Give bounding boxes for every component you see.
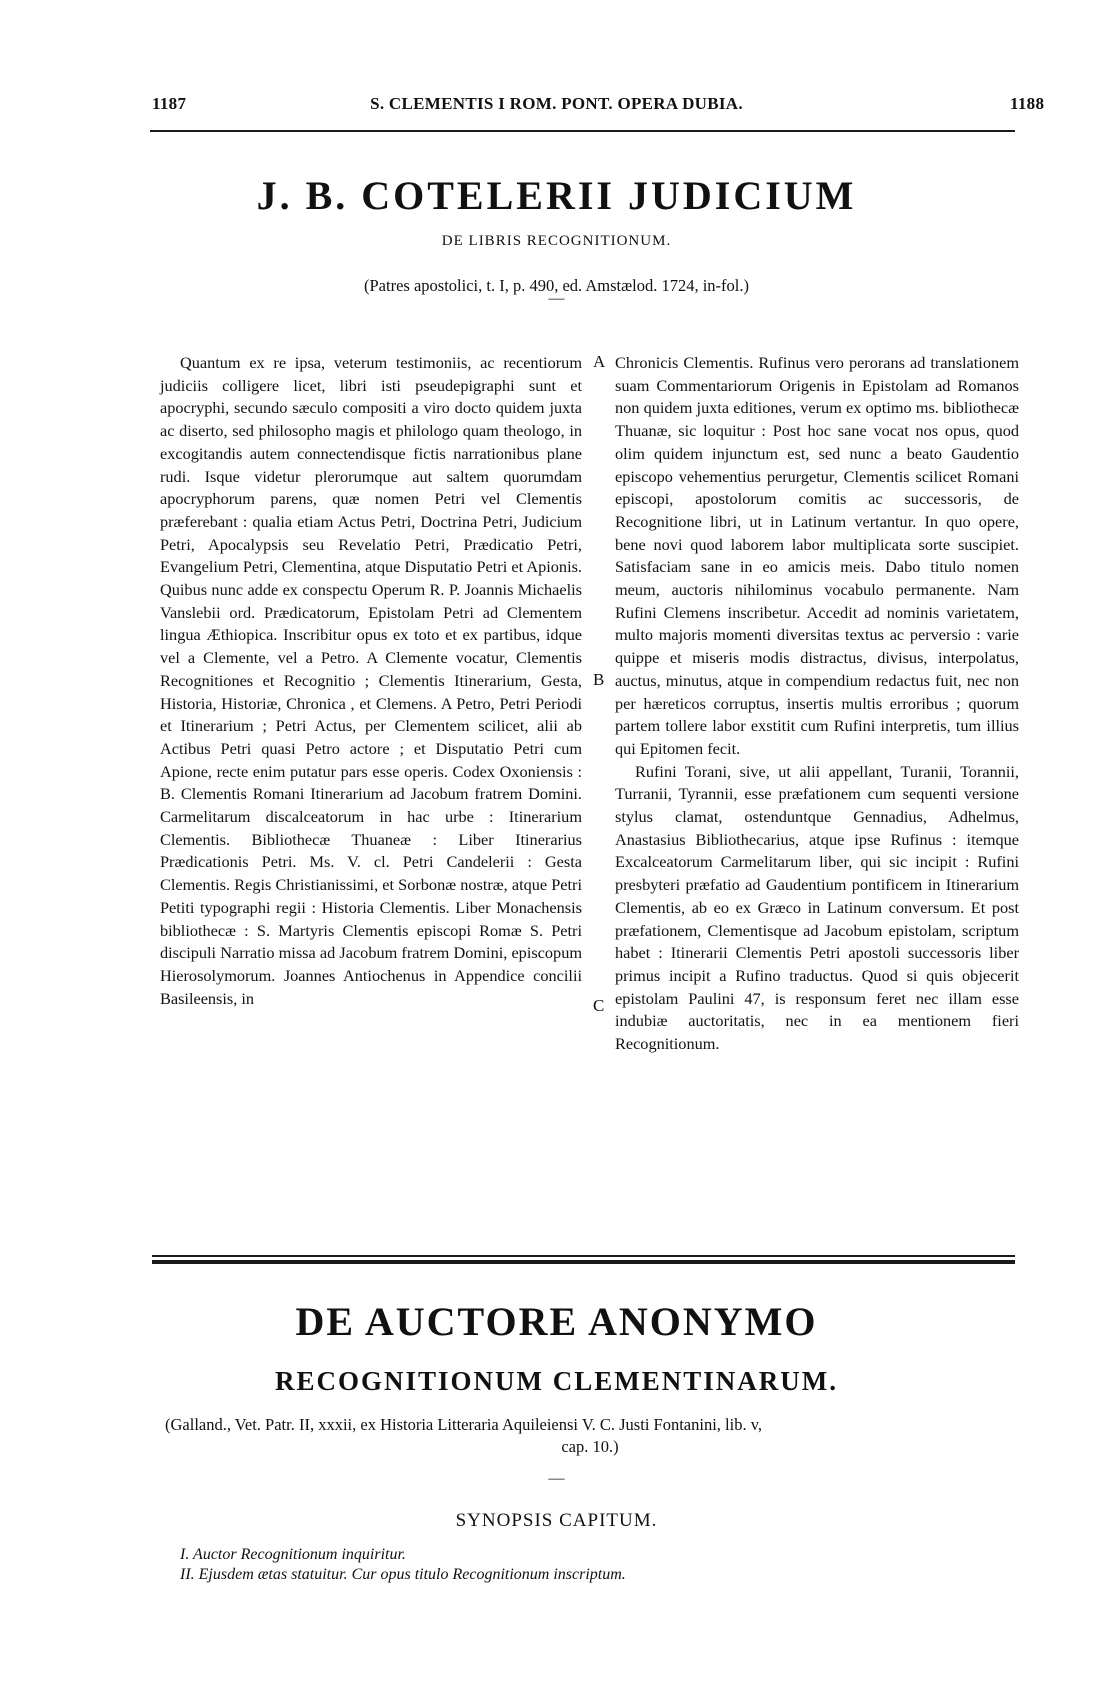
paragraph: Rufini Torani, sive, ut alii appellant, Turanii, Torannii, Turranii, Tyrannii, esse præfationem cum sequenti versione stylus clamat, ostenduntque Gennadius, Adhelmus, Anastasius Bibliothecarius, atque ipse Rufinus : itemque Excalceatorum Carmelitarum liber, qui sic incipit : Rufini presbyteri præfatio ad Gaudentium pontificem in Itinerarium Clementis, ab eo ex Græco in Latinum conversum. Et post præfationem, Clementisque ad Jacobum epistolam, scriptum habet : Itinerarii Clementis Petri apostoli successoris liber primus incipit a Rufino traductus. Quod si quis objecerit epistolam Paulini 47, is responsum feret nec illam esse indubiæ auctoritatis, nec in ea mentionem fieri Recognitionum. — [615, 761, 1019, 1054]
section-title: DE AUCTORE ANONYMO — [295, 1299, 818, 1344]
section-rule-thick — [152, 1260, 1015, 1264]
margin-letter: A — [593, 352, 606, 371]
source-line: (Galland., Vet. Patr. II, xxxii, ex Historia Litteraria Aquileiensi V. C. Justi Fontanini, lib. v, — [165, 1415, 762, 1434]
running-header — [0, 94, 1113, 120]
section-source — [165, 1414, 1015, 1458]
section-subtitle: RECOGNITIONUM CLEMENTINARUM. — [274, 1366, 838, 1396]
page-number-right: 1188 — [1010, 94, 1045, 113]
separator-dash: — — [548, 1470, 565, 1487]
paragraph: Chronicis Clementis. Rufinus vero perorans ad translationem suam Commentariorum Origenis in Epistolam ad Romanos non quidem juxta editiones, verum ex optimo ms. bibliothecæ Thuanæ, sic loquitur : Post hoc sane vocat nos opus, quod olim quidem injunctum est, sed nunc a beato Gaudentio episcopo vehementius perurgetur, Clementis scilicet Romani episcopi, apostolorum comitis ac successoris, de Recognitione libri, ut in Latinum vertantur. In quo opere, bene novi quod laborem labor multiplicata sorte suscipiet. Satisfaciam sane in eo amicis meis. Dabo titulo nomen meum, auctoris nihilominus vocabulo permanente. Nam Rufini Clemens inscribetur. Accedit ad nominis varietatem, multo majoris momenti diversitas textus ac perversio : varie quippe et miseris modis distractus, divisus, interpolatus, auctus, minutus, atque in compendium redactus fuit, nec non per hæreticos corruptus, insertis multis erroribus ; quorum partem tollere labor exstitit cum Rufini interpretis, tum illius qui Epitomen fecit. — [615, 353, 1019, 758]
page-number-left: 1187 — [152, 94, 187, 113]
section-source: (Patres apostolici, t. I, p. 490, ed. Amstælod. 1724, in-fol.) — [364, 276, 749, 295]
paragraph: Quantum ex re ipsa, veterum testimoniis, ac recentiorum judiciis colligere licet, libri isti pseudepigraphi sunt et apocryphi, secundo sæculo compositi a viro docto quidem juxta ac diserto, sed philosopho magis et philologo quam theologo, in excogitandis autem connectendisque fictis narrationibus plane rudi. Isque videtur plerorumque aut saltem quorumdam apocryphorum parens, quæ nomen Petri vel Clementis præferebant : qualia etiam Actus Petri, Doctrina Petri, Judicium Petri, Apocalypsis seu Revelatio Petri, Prædicatio Petri, Evangelium Petri, Clementina, atque Disputatio Petri et Apionis. Quibus nunc adde ex conspectu Operum R. P. Joannis Michaelis Vanslebii ord. Prædicatorum, Epistolam Petri ad Clementem lingua Æthiopica. Inscribitur opus ex toto et ex partibus, idque vel a Clemente, vel a Petro. A Clemente vocatur, Clementis Recognitiones et Recognitio ; Clementis Itinerarium, Gesta, Historia, Historiæ, Chronica , et Clemens. A Petro, Petri Periodi et Itinerarium ; Petri Actus, per Clementem scilicet, alii ab Actibus Petri quasi Petro actore ; et Disputatio Petri cum Apione, recte enim putatur pars esse operis. Codex Oxoniensis : B. Clementis Romani Itinerarium ad Jacobum fratrem Domini. Carmelitarum discalceatorum in hac urbe : Itinerarium Clementis. Bibliothecæ Thuaneæ : Liber Itinerarius Prædicationis Petri. Ms. V. cl. Petri Candelerii : Gesta Clementis. Regis Christianissimi, et Sorbonæ nostræ, atque Petri Petiti typographi regii : Historia Clementis. Liber Monachensis bibliothecæ : S. Martyris Clementis episcopi Romæ S. Petri discipuli Narratio missa ad Jacobum fratrem Domini, episcopum Hierosolymorum. Joannes Antiochenus in Appendice concilii Basileensis, in — [160, 353, 582, 1008]
synopsis-list — [180, 1545, 1000, 1585]
section-title: J. B. COTELERII JUDICIUM — [256, 173, 857, 218]
synopsis-title: SYNOPSIS CAPITUM. — [455, 1510, 658, 1531]
margin-letter: C — [593, 996, 605, 1015]
separator-dash: — — [548, 290, 565, 307]
source-line: cap. 10.) — [561, 1437, 619, 1456]
left-column — [160, 352, 582, 1010]
synopsis-item: II. Ejusdem ætas statuitur. Cur opus titulo Recognitionum inscriptum. — [180, 1566, 626, 1583]
running-title: S. CLEMENTIS I ROM. PONT. OPERA DUBIA. — [370, 94, 743, 113]
synopsis-item: I. Auctor Recognitionum inquiritur. — [180, 1546, 406, 1563]
right-column — [615, 352, 1019, 1056]
margin-letter: B — [593, 670, 605, 689]
section-subtitle: DE LIBRIS RECOGNITIONUM. — [441, 233, 672, 249]
section-rule-thin — [152, 1255, 1015, 1257]
header-rule — [150, 130, 1015, 132]
